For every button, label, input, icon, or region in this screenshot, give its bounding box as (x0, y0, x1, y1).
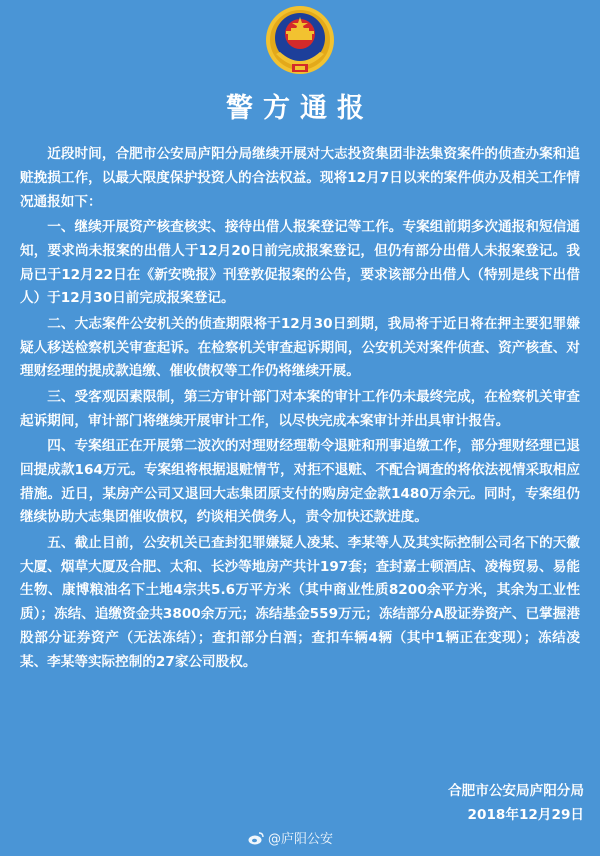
notice-paragraph: 近段时间，合肥市公安局庐阳分局继续开展对大志投资集团非法集资案件的侦查办案和追赃挽损工作，以最大限度保护投资人的合法权益。现将12月7日以来的案件侦办及相关工作情况通报如下： (20, 146, 580, 210)
page-title: 警方通报 (226, 93, 374, 124)
notice-paragraph: 五、截止目前，公安机关已查封犯罪嫌疑人凌某、李某等人及其实际控制公司名下的天徽大厦、烟草大厦及合肥、太和、长沙等地房产共计197套；查封嘉士顿酒店、凌梅贸易、易能生物、康博粮油名下土地4宗共5.6万平方米（其中商业性质8200余平方米，其余为工业性质）；冻结、追缴资金共3800余万元；冻结基金559万元；冻结部分A股证券资产、已掌握港股部分证券资产（无法冻结）；查扣部分白酒；查扣车辆4辆（其中1辆正在变现）；冻结凌某、李某等实际控制的27家公司股权。 (20, 534, 580, 670)
notice-paragraph: 二、大志案件公安机关的侦查期限将于12月30日到期，我局将于近日将在押主要犯罪嫌疑人移送检察机关审查起诉。在检察机关审查起诉期间，公安机关对案件侦查、资产核查、对理财经理的提成款追缴、催收债权等工作仍将继续开展。 (20, 315, 580, 380)
signature-block (448, 779, 584, 827)
notice-body (20, 143, 580, 676)
notice-paragraph: 四、专案组正在开展第二波次的对理财经理勒令退赃和刑事追缴工作，部分理财经理已退回提成款164万元。专案组将根据退赃情节，对拒不退赃、不配合调查的将依法视情采取相应措施。近日，某房产公司又退回大志集团原支付的购房定金款1480万余元。同时，专案组仍继续协助大志集团催收债权，约谈相关债务人，责令加快还款进度。 (20, 437, 580, 526)
watermark-text: @庐阳公安 (268, 832, 334, 847)
signature-org: 合肥市公安局庐阳分局 (448, 783, 584, 799)
weibo-watermark (248, 828, 333, 847)
signature-date: 2018年12月29日 (467, 807, 584, 823)
police-emblem-icon (262, 4, 338, 80)
weibo-icon (248, 831, 264, 845)
notice-paragraph: 三、受客观因素限制，第三方审计部门对本案的审计工作仍未最终完成，在检察机关审查起诉期间，审计部门将继续开展审计工作，以尽快完成本案审计并出具审计报告。 (20, 388, 580, 429)
notice-paragraph: 一、继续开展资产核查核实、接待出借人报案登记等工作。专案组前期多次通报和短信通知，要求尚未报案的出借人于12月20日前完成报案登记，但仍有部分出借人未报案登记。我局已于12月22日在《新安晚报》刊登敦促报案的公告，要求该部分出借人（特别是线下出借人）于12月30日前完成报案登记。 (20, 218, 580, 307)
